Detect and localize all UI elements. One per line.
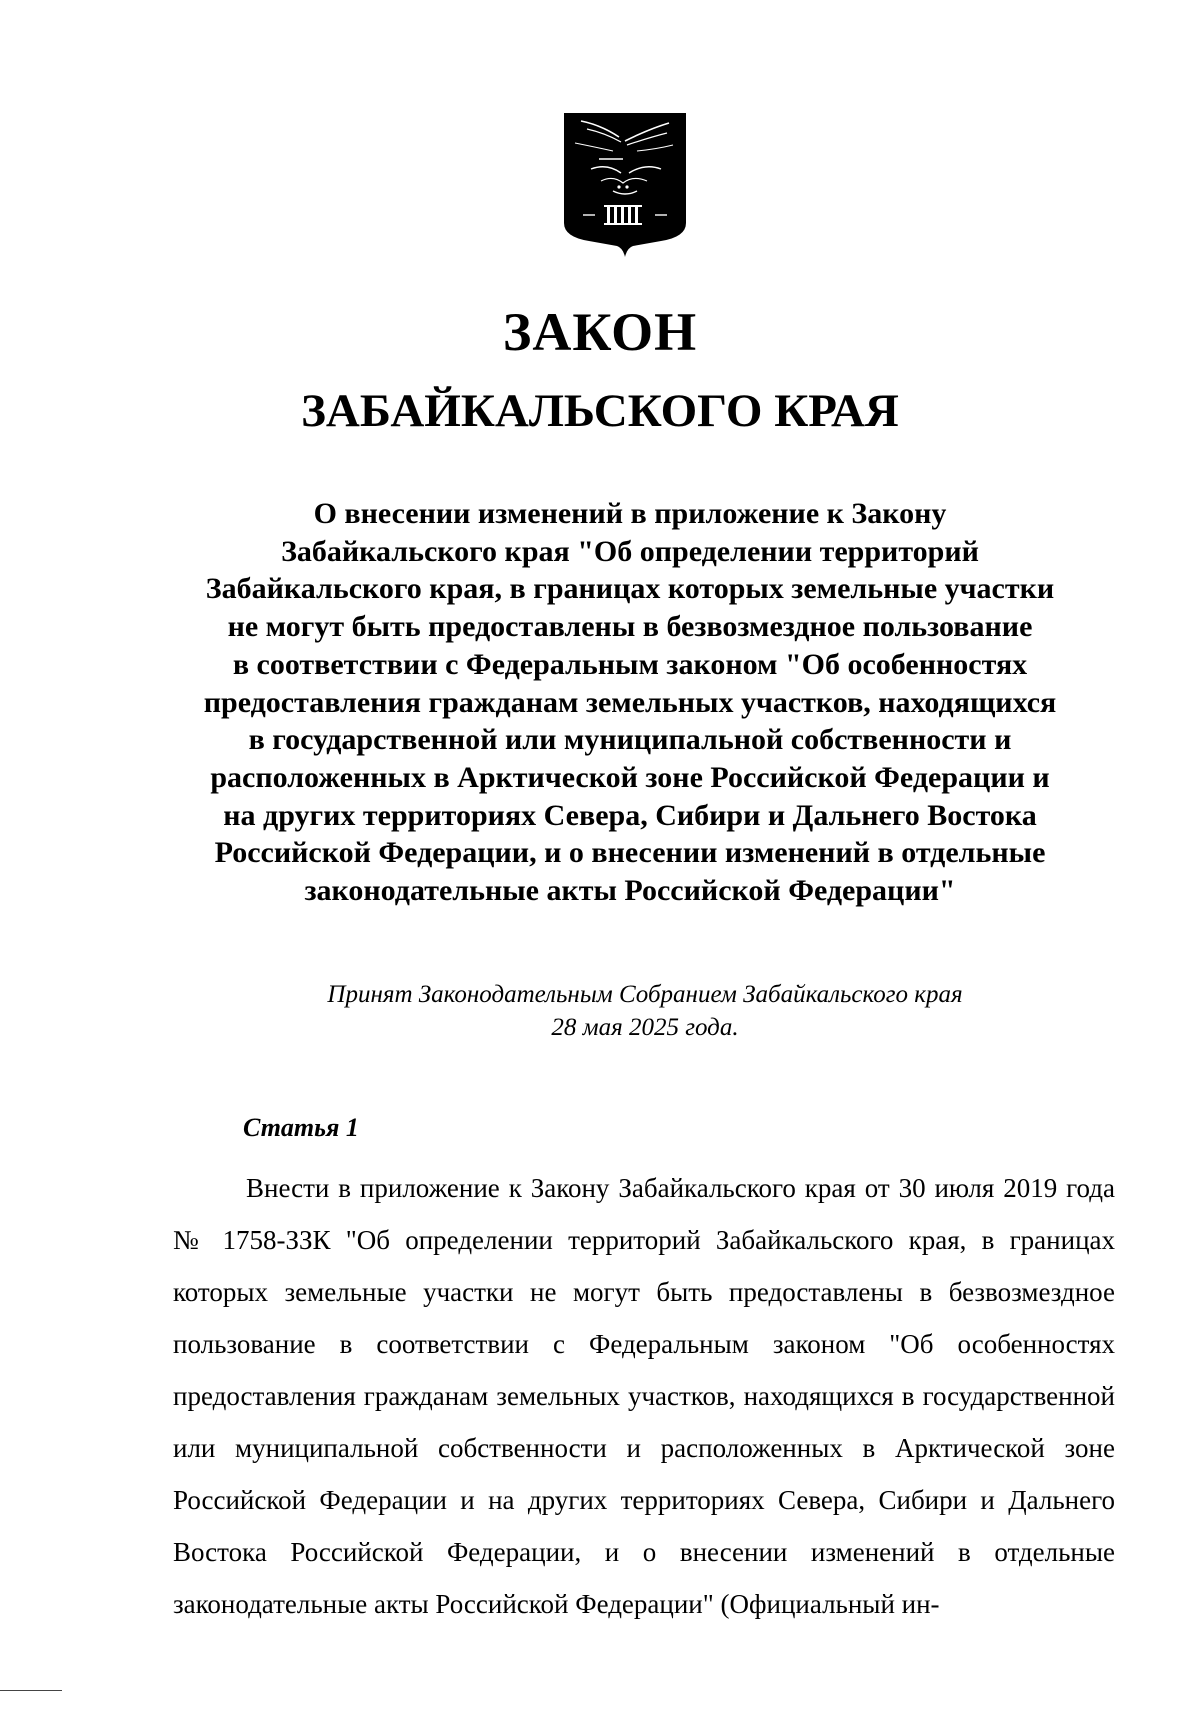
adoption-date: 28 мая 2025 года.: [551, 1014, 739, 1041]
subject-line: в государственной или муниципальной собственности и: [248, 723, 1012, 757]
subject-line: в соответствии с Федеральным законом "Об особенностях: [232, 647, 1028, 681]
adoption-body: Принят Законодательным Собранием Забайкальского края: [327, 981, 963, 1008]
subject-line: предоставления гражданам земельных участков, находящихся: [203, 685, 1057, 719]
subject-line: законодательные акты Российской Федерации": [304, 874, 956, 908]
article-body: Внести в приложение к Закону Забайкальского края от 30 июля 2019 года № 1758-ЗЗК "Об определении территорий Забайкальского края, в границах которых земельные участки не могут быть предоставлены в безвозмездное пользование в соответствии с Федеральным законом "Об особенностях предоставления гражданам земельных участков, находящихся в государственной или муниципальной собственности и расположенных в Арктической зоне Российской Федерации и на других территориях Севера, Сибири и Дальнего Востока Российской Федерации, и о внесении изменений в отдельные законодательные акты Российской Федерации" (Официальный ин-: [173, 1173, 1115, 1619]
coat-of-arms-icon: [561, 111, 689, 259]
law-title: ЗАКОН: [502, 302, 698, 362]
law-region-title: ЗАБАЙКАЛЬСКОГО КРАЯ: [301, 385, 899, 437]
subject-line: Забайкальского края, в границах которых земельные участки: [205, 572, 1055, 606]
subject-line: на других территориях Севера, Сибири и Дальнего Востока: [223, 798, 1037, 832]
adoption-note: [200, 978, 1090, 1044]
subject-line: Забайкальского края "Об определении территорий: [281, 534, 979, 568]
subject-line: расположенных в Арктической зоне Российской Федерации и: [210, 760, 1050, 794]
subject-line: О внесении изменений в приложение к Закону: [313, 497, 947, 530]
subject-line: не могут быть предоставлены в безвозмездное пользование: [227, 610, 1033, 644]
subject-line: Российской Федерации, и о внесении изменений в отдельные: [214, 836, 1046, 870]
scan-edge-line: [0, 1690, 62, 1691]
law-subject: [160, 495, 1100, 910]
article-heading: Статья 1: [243, 1113, 359, 1142]
